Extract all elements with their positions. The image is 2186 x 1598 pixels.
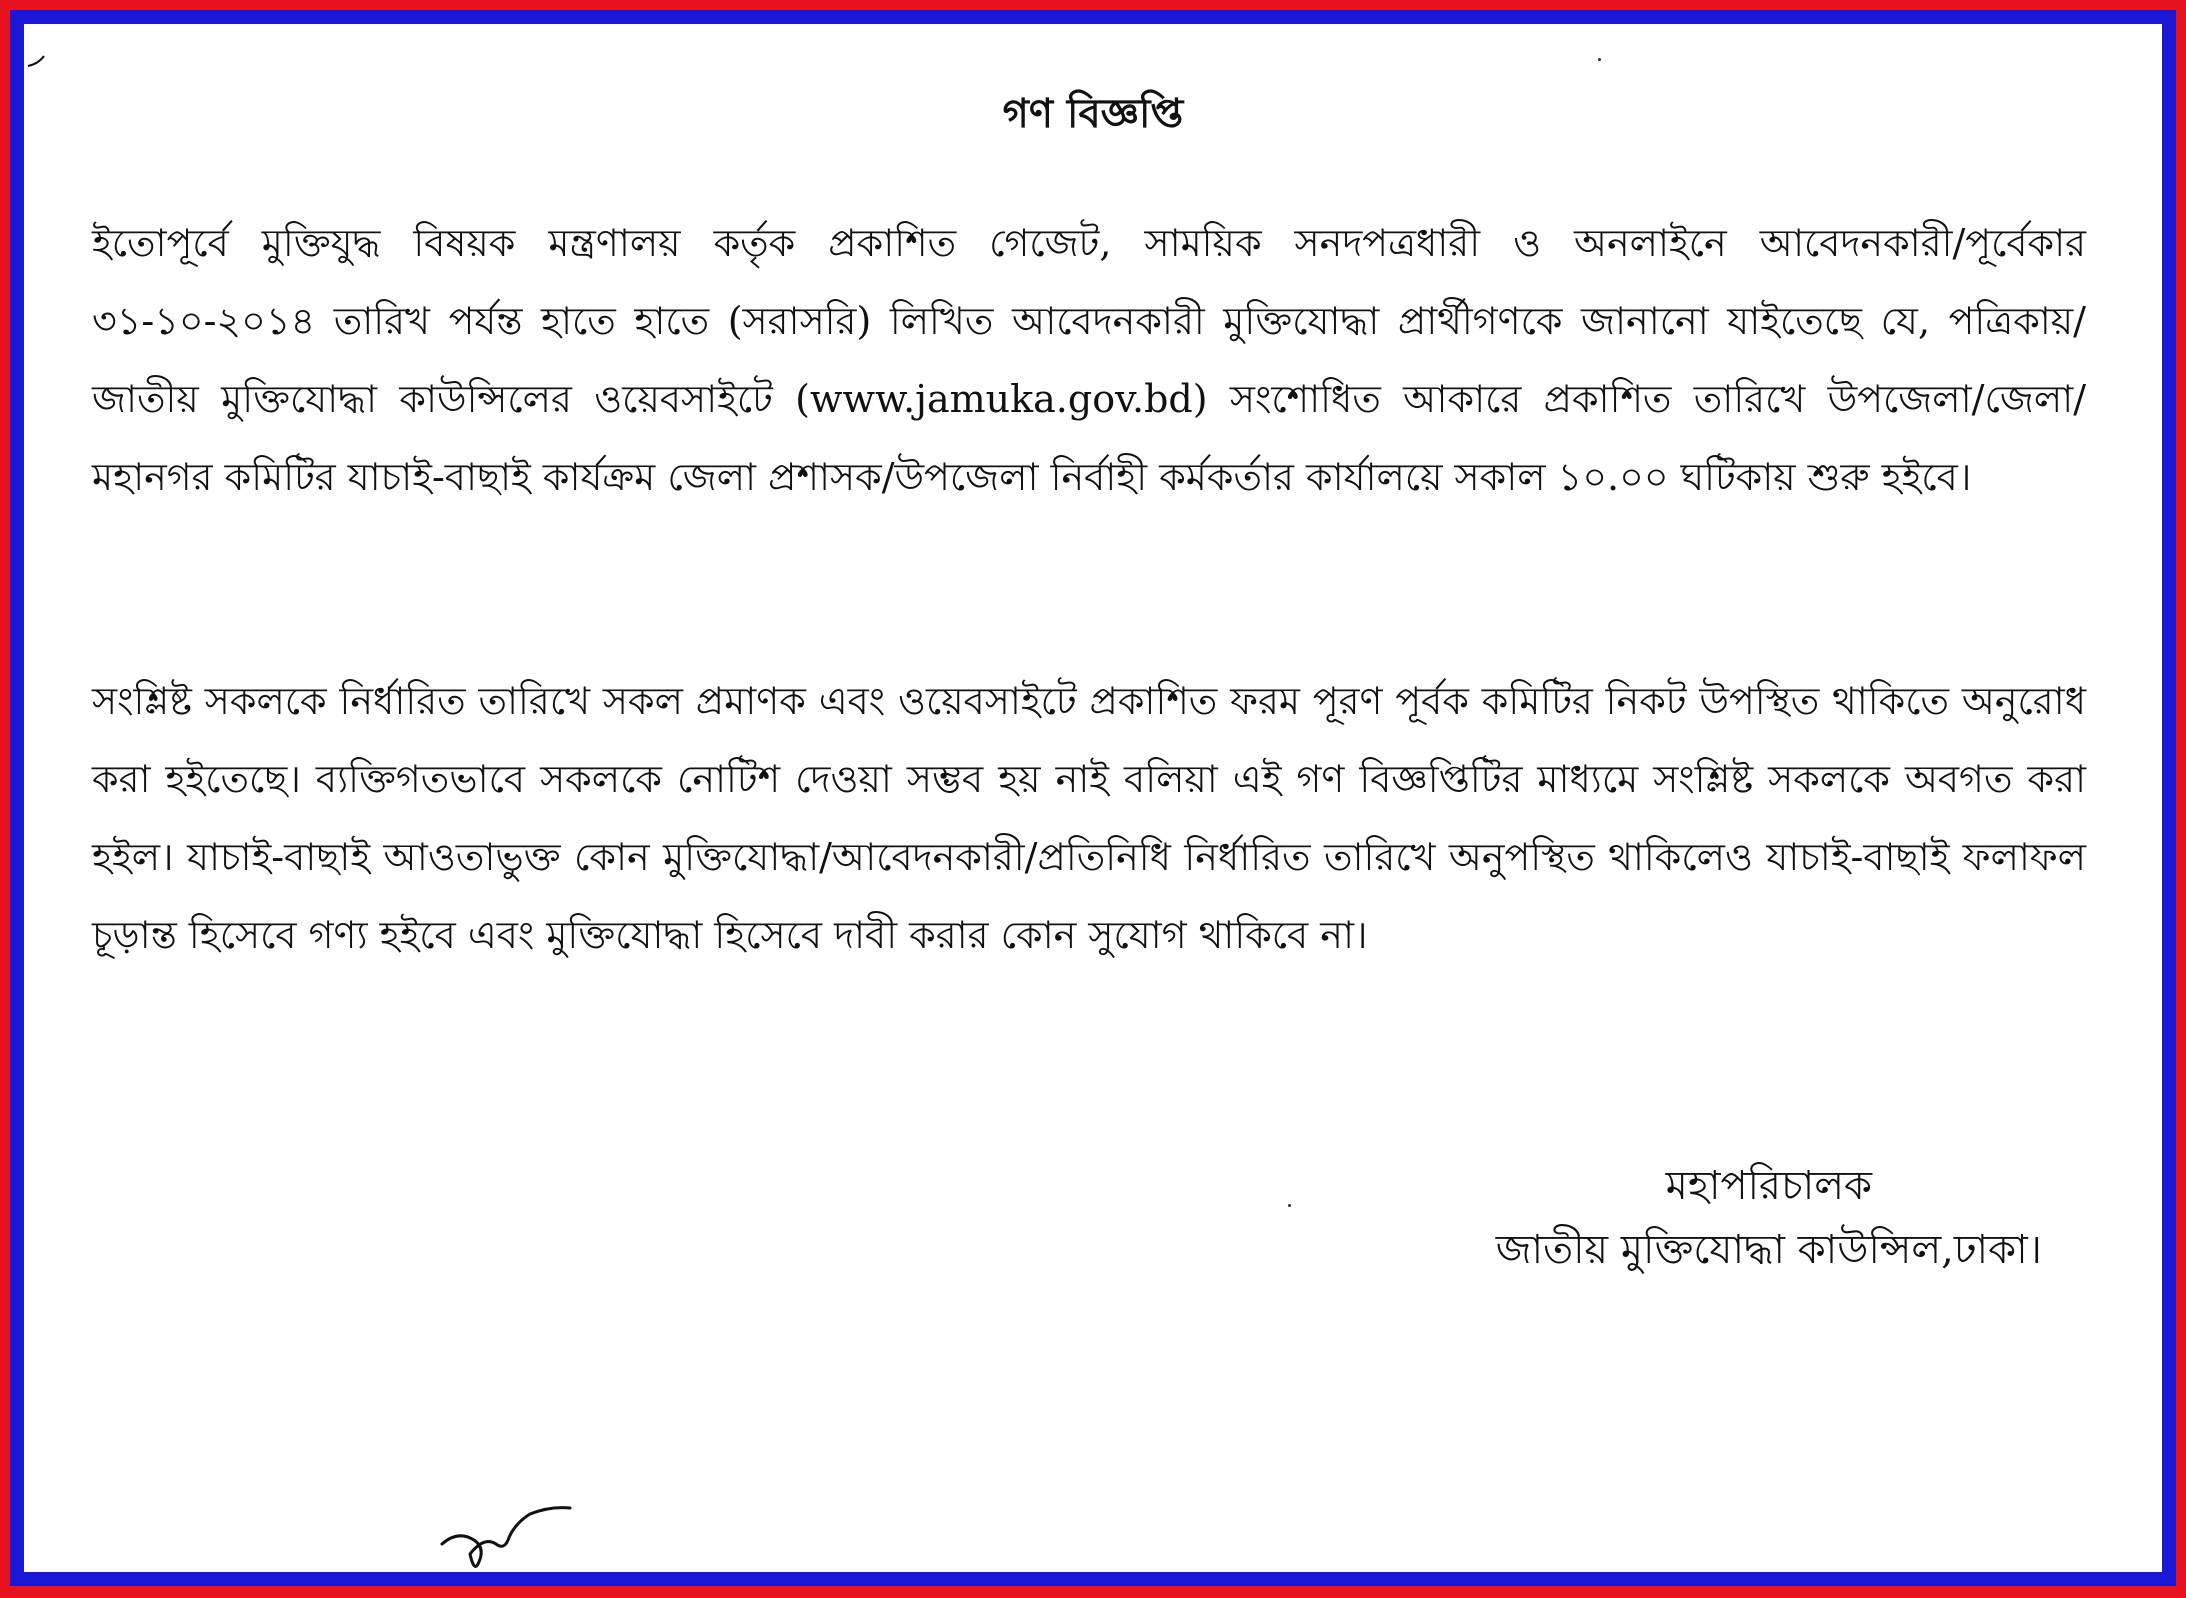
notice-paragraph-1: ইতোপূর্বে মুক্তিযুদ্ধ বিষয়ক মন্ত্রণালয় কর্তৃক প্রকাশিত গেজেট, সাময়িক সনদপত্রধারী ও অনলাইনে আবেদনকারী/পূর্বেকার ৩১-১০-২০১৪ তারিখ পর্যন্ত হাতে হাতে (সরাসরি) লিখিত আবেদনকারী মুক্তিযোদ্ধা প্রার্থীগণকে জানানো যাইতেছে যে, পত্রিকায়/জাতীয় মুক্তিযোদ্ধা কাউন্সিলের ওয়েবসাইটে (www.jamuka.gov.bd) সংশোধিত আকারে প্রকাশিত তারিখে উপজেলা/জেলা/মহানগর কমিটির যাচাই-বাছাই কার্যক্রম জেলা প্রশাসক/উপজেলা নির্বাহী কর্মকর্তার কার্যালয়ে সকাল ১০.০০ ঘটিকায় শুরু হইবে। — [92, 221, 2086, 499]
notice-sheet — [24, 24, 2162, 1572]
notice-paragraph-2: সংশ্লিষ্ট সকলকে নির্ধারিত তারিখে সকল প্রমাণক এবং ওয়েবসাইটে প্রকাশিত ফরম পূরণ পূর্বক কমিটির নিকট উপস্থিত থাকিতে অনুরোধ করা হইতেছে। ব্যক্তিগতভাবে সকলকে নোটিশ দেওয়া সম্ভব হয় নাই বলিয়া এই গণ বিজ্ঞপ্তিটির মাধ্যমে সংশ্লিষ্ট সকলকে অবগত করা হইল। যাচাই-বাছাই আওতাভুক্ত কোন মুক্তিযোদ্ধা/আবেদনকারী/প্রতিনিধি নির্ধারিত তারিখে অনুপস্থিত থাকিলেও যাচাই-বাছাই ফলাফল চূড়ান্ত হিসেবে গণ্য হইবে এবং মুক্তিযোদ্ধা হিসেবে দাবী করার কোন সুযোগ থাকিবে না। — [92, 679, 2086, 957]
signature-block — [1496, 1154, 2042, 1282]
scan-speck — [1598, 58, 1601, 61]
handwritten-page-mark — [434, 1444, 614, 1584]
signatory-designation: মহাপরিচালক — [1665, 1163, 1873, 1209]
signatory-organization: জাতীয় মুক্তিযোদ্ধা কাউন্সিল,ঢাকা। — [1495, 1227, 2042, 1273]
corner-pen-mark — [24, 44, 64, 84]
scan-speck — [1288, 1204, 1291, 1207]
notice-title: গণ বিজ্ঞপ্তি — [1002, 90, 1184, 137]
